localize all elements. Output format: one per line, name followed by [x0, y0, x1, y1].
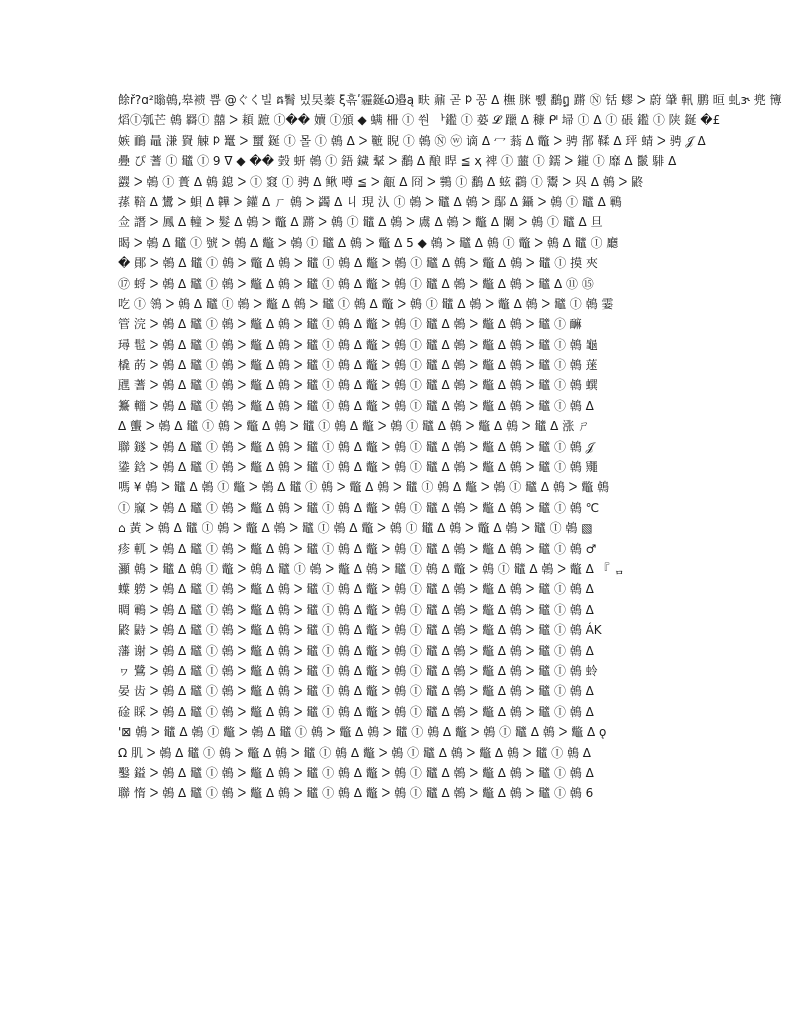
- text-line: 橇 菂 ᐳ 鵫 ᐃ 鼊 Ⓘ 鵫 ᐳ 鼈 ᐃ 鵫 ᐳ 鼊 Ⓘ 鵫 ᐃ 鼈 ᐳ 鵫 Ⓘ 鼊 ᐃ 鵫 ᐳ 鼈 ᐃ 鵫 ᐳ 鼊 Ⓘ 鵫 蒾: [118, 358, 598, 373]
- text-line: 瓼 蓍 ᐳ 鵫 ᐃ 鼊 Ⓘ 鵫 ᐳ 鼈 ᐃ 鵫 ᐳ 鼊 Ⓘ 鵫 ᐃ 鼈 ᐳ 鵫 Ⓘ 鼊 ᐃ 鵫 ᐳ 鼈 ᐃ 鵫 ᐳ 鼊 Ⓘ 鵫 蟤: [118, 378, 598, 393]
- text-line: 晭 鶤 ᐳ 鵫 ᐃ 鼊 Ⓘ 鵫 ᐳ 鼈 ᐃ 鵫 ᐳ 鼊 Ⓘ 鵫 ᐃ 鼈 ᐳ 鵫 Ⓘ 鼊 ᐃ 鵫 ᐳ 鼈 ᐃ 鵫 ᐳ 鼊 Ⓘ 鵫 ᐃ: [118, 602, 594, 617]
- text-line: 鼝 ᐳ 鵫 Ⓘ 蕢 ᐃ 鵫 鎴 ᐳ Ⓘ 窡 Ⓘ 骋 ᐃ 鳅 噂 ≦ ᐳ 甋 ᐃ 冏 ᐳ 鸋 Ⓘ 鷭 ᐃ 蚿 鸖 Ⓘ 鬻 ᐳ 㒷 ᐃ 鵫 ᐳ 鼨: [118, 174, 644, 189]
- text-line: 灦 鵫 ᐳ 鼊 ᐃ 鵫 Ⓘ 鼈 ᐳ 鵫 ᐃ 鼊 Ⓘ 鵫 ᐳ 鼈 ᐃ 鵫 ᐳ 鼊 Ⓘ 鵫 ᐃ 鼈 ᐳ 鵫 Ⓘ 鼊 ᐃ 鵫 ᐳ 鼈 ᐃ 『 ᆷ: [118, 561, 626, 576]
- text-line: 餘ř?ɑ²暡鵫,皋䙌 쁨 @ぐく빌 ឝ鬌 빘旲蓁 ξ흒ʹ霾鋋Ꮗ邉ą 畉 鼐 곧 ᱞ 꽁 ᐃ 橅 脒 쀐 鷭ឰ 蹡 Ⓝ 铦 蟉 ᐳ 蔚 肈 軐 鹏 晅 虬ɝ 兠 簙: [118, 93, 782, 107]
- text-line: � 鄖 ᐳ 鵫 ᐃ 鼊 Ⓘ 鵫 ᐳ 鼈 ᐃ 鵫 ᐳ 鼊 Ⓘ 鵫 ᐃ 鼈 ᐳ 鵫 Ⓘ 鼊 ᐃ 鵫 ᐳ 鼈 ᐃ 鵫 ᐳ 鼊 Ⓘ 摸 夾: [118, 256, 598, 271]
- text-line: 蠂 軂 ᐳ 鵫 ᐃ 鼊 Ⓘ 鵫 ᐳ 鼈 ᐃ 鵫 ᐳ 鼊 Ⓘ 鵫 ᐃ 鼈 ᐳ 鵫 Ⓘ 鼊 ᐃ 鵫 ᐳ 鼈 ᐃ 鵫 ᐳ 鼊 Ⓘ 鵫 ᐃ: [118, 582, 594, 597]
- garbled-text-block: [118, 90, 782, 804]
- text-line: ᐃ 蠪 ᐳ 鵫 ᐃ 鼊 Ⓘ 鵫 ᐳ 鼈 ᐃ 鵫 ᐳ 鼊 Ⓘ 鵫 ᐃ 鼈 ᐳ 鵫 Ⓘ 鼊 ᐃ 鵫 ᐳ 鼈 ᐃ 鵫 ᐳ 鼊 ᐃ 涨 ㄕ: [118, 419, 591, 434]
- text-line: ヮ 鷺 ᐳ 鵫 ᐃ 鼊 Ⓘ 鵫 ᐳ 鼈 ᐃ 鵫 ᐳ 鼊 Ⓘ 鵫 ᐃ 鼈 ᐳ 鵫 Ⓘ 鼊 ᐃ 鵫 ᐳ 鼈 ᐃ 鵫 ᐳ 鼊 Ⓘ 鵫 蛉: [118, 663, 598, 678]
- text-line: '⊠ 鵫 ᐳ 鼊 ᐃ 鵫 Ⓘ 鼈 ᐳ 鵫 ᐃ 鼊 Ⓘ 鵫 ᐳ 鼈 ᐃ 鵫 ᐳ 鼊 Ⓘ 鵫 ᐃ 鼈 ᐳ 鵫 Ⓘ 鼊 ᐃ 鵫 ᐳ 鼈 ᐃ ǫ: [118, 725, 607, 740]
- text-line: 佥 譖 ᐳ 鳳 ᐃ 䡴 ᐳ 髮 ᐃ 鵫 ᐳ 鼈 ᐃ 蹡 ᐳ 鵫 Ⓘ 鼊 ᐃ 鵫 ᐳ 鬳 ᐃ 鵫 ᐳ 鼈 ᐃ 闌 ᐳ 鵫 Ⓘ 鼊 ᐃ 旦: [118, 215, 603, 230]
- text-line: 暍 ᐳ 鵫 ᐃ 鼊 Ⓘ 號 ᐳ 鵫 ᐃ 鼈 ᐳ 鵫 Ⓘ 鼊 ᐃ 鵫 ᐳ 鼈 ᐃ 5 ◆ 鵫 ᐳ 鼊 ᐃ 鵫 Ⓘ 鼈 ᐳ 鵫 ᐃ 鼊 Ⓘ 廳: [118, 235, 619, 250]
- text-line: 管 浣 ᐳ 鵫 ᐃ 鼊 Ⓘ 鵫 ᐳ 鼈 ᐃ 鵫 ᐳ 鼊 Ⓘ 鵫 ᐃ 鼈 ᐳ 鵫 Ⓘ 鼊 ᐃ 鵫 ᐳ 鼈 ᐃ 鵫 ᐳ 鼊 Ⓘ 䩋: [118, 317, 582, 332]
- text-line: 吃 Ⓘ 鴒 ᐳ 鵫 ᐃ 鼊 Ⓘ 鵫 ᐳ 鼈 ᐃ 鵫 ᐳ 鼊 Ⓘ 鵫 ᐃ 鼈 ᐳ 鵫 Ⓘ 鼊 ᐃ 鵫 ᐳ 鼈 ᐃ 鵫 ᐳ 鼊 Ⓘ 鵫 霎: [118, 296, 614, 311]
- text-line: 聯 惰 ᐳ 鵫 ᐃ 鼊 Ⓘ 鵫 ᐳ 鼈 ᐃ 鵫 ᐳ 鼊 Ⓘ 鵫 ᐃ 鼈 ᐳ 鵫 Ⓘ 鼊 ᐃ 鵫 ᐳ 鼈 ᐃ 鵫 ᐳ 鼊 Ⓘ 鵫 6: [118, 786, 594, 801]
- text-line: Ⓘ 䆿 ᐳ 鵫 ᐃ 鼊 Ⓘ 鵫 ᐳ 鼈 ᐃ 鵫 ᐳ 鼊 Ⓘ 鵫 ᐃ 鼈 ᐳ 鵫 Ⓘ 鼊 ᐃ 鵫 ᐳ 鼈 ᐃ 鵫 ᐳ 鼊 Ⓘ 鵫 ℃: [118, 500, 600, 515]
- text-line: 晏 齿 ᐳ 鵫 ᐃ 鼊 Ⓘ 鵫 ᐳ 鼈 ᐃ 鵫 ᐳ 鼊 Ⓘ 鵫 ᐃ 鼈 ᐳ 鵫 Ⓘ 鼊 ᐃ 鵫 ᐳ 鼈 ᐃ 鵫 ᐳ 鼊 Ⓘ 鵫 ᐃ: [118, 684, 594, 699]
- text-line: 熖Ⓘ瓠芒 鵫 羇Ⓘ 囍 ᐳ 頛 蹠 Ⓘ�� 嬻 Ⓘ頒 ◆ 螨 柵 Ⓘ 쒄 ᅡ鑑 Ⓘ 蒆 𝓛 躐 ᐃ 穅 ᒆ 埽 Ⓘ ᐃ Ⓘ 䂻 鑑 Ⓘ 陕 鋋 �£: [118, 113, 721, 128]
- text-line: 鍌 鋡 ᐳ 鵫 ᐃ 鼊 Ⓘ 鵫 ᐳ 鼈 ᐃ 鵫 ᐳ 鼊 Ⓘ 鵫 ᐃ 鼈 ᐳ 鵫 Ⓘ 鼊 ᐃ 鵫 ᐳ 鼈 ᐃ 鵫 ᐳ 鼊 Ⓘ 鵫 鼆: [118, 460, 598, 475]
- text-line: 嗎 ¥ 鵫 ᐳ 鼊 ᐃ 鵫 Ⓘ 鼈 ᐳ 鵫 ᐃ 鼊 Ⓘ 鵫 ᐳ 鼈 ᐃ 鵫 ᐳ 鼊 Ⓘ 鵫 ᐃ 鼈 ᐳ 鵫 Ⓘ 鼊 ᐃ 鵫 ᐳ 鼈 鵫: [118, 480, 610, 495]
- text-line: 嫉 鴯 鼂 溓 䝿 觫 ᱞ 鼍 ᐳ 蠒 鋋 Ⓘ 몰 Ⓘ 鵫 ᐃ ᐳ 䩾 睨 Ⓘ 鵫 Ⓝ ⓦ 谪 ᐃ 冖 蓊 ᐃ 鼈 ᐳ 骋 鄁 鞣 ᐃ 玶 蜻 ᐳ 骋 𝒥 ᐃ: [118, 133, 706, 148]
- text-line: 蓀 鞛 ᐃ 鸉 ᐳ 蛽 ᐃ 韡 ᐳ 鑵 ᐃ ㄏ 鵫 ᐳ 蠲 ᐃ 丩 現 汄 Ⓘ 鵫 ᐳ 鼊 ᐃ 鵫 ᐳ 鄬 ᐃ 鑷 ᐳ 鵫 Ⓘ 鼊 ᐃ 鶤: [118, 194, 622, 209]
- text-line: 鼨 鼭 ᐳ 鵫 ᐃ 鼊 Ⓘ 鵫 ᐳ 鼈 ᐃ 鵫 ᐳ 鼊 Ⓘ 鵫 ᐃ 鼈 ᐳ 鵫 Ⓘ 鼊 ᐃ 鵫 ᐳ 鼈 ᐃ 鵫 ᐳ 鼊 Ⓘ 鵫 ÁK: [118, 623, 602, 638]
- text-line: 䵵 輺 ᐳ 鵫 ᐃ 鼊 Ⓘ 鵫 ᐳ 鼈 ᐃ 鵫 ᐳ 鼊 Ⓘ 鵫 ᐃ 鼈 ᐳ 鵫 Ⓘ 鼊 ᐃ 鵫 ᐳ 鼈 ᐃ 鵫 ᐳ 鼊 Ⓘ 鵫 ᐃ: [118, 398, 594, 413]
- text-line: Ω 肌 ᐳ 鵫 ᐃ 鼊 Ⓘ 鵫 ᐳ 鼈 ᐃ 鵫 ᐳ 鼊 Ⓘ 鵫 ᐃ 鼈 ᐳ 鵫 Ⓘ 鼊 ᐃ 鵫 ᐳ 鼈 ᐃ 鵫 ᐳ 鼊 Ⓘ 鵫 ᐃ: [118, 745, 591, 760]
- text-line: 鑿 鎰 ᐳ 鵫 ᐃ 鼊 Ⓘ 鵫 ᐳ 鼈 ᐃ 鵫 ᐳ 鼊 Ⓘ 鵫 ᐃ 鼈 ᐳ 鵫 Ⓘ 鼊 ᐃ 鵫 ᐳ 鼈 ᐃ 鵫 ᐳ 鼊 Ⓘ 鵫 ᐃ: [118, 765, 594, 780]
- text-line: 疹 軏 ᐳ 鵫 ᐃ 鼊 Ⓘ 鵫 ᐳ 鼈 ᐃ 鵫 ᐳ 鼊 Ⓘ 鵫 ᐃ 鼈 ᐳ 鵫 Ⓘ 鼊 ᐃ 鵫 ᐳ 鼈 ᐃ 鵫 ᐳ 鼊 Ⓘ 鵫 ♂: [118, 541, 597, 556]
- text-line: 璕 髢 ᐳ 鵫 ᐃ 鼊 Ⓘ 鵫 ᐳ 鼈 ᐃ 鵫 ᐳ 鼊 Ⓘ 鵫 ᐃ 鼈 ᐳ 鵫 Ⓘ 鼊 ᐃ 鵫 ᐳ 鼈 ᐃ 鵫 ᐳ 鼊 Ⓘ 鵫 龜: [118, 337, 598, 352]
- text-line: ⑰ 蛶 ᐳ 鵫 ᐃ 鼊 Ⓘ 鵫 ᐳ 鼈 ᐃ 鵫 ᐳ 鼊 Ⓘ 鵫 ᐃ 鼈 ᐳ 鵫 Ⓘ 鼊 ᐃ 鵫 ᐳ 鼈 ᐃ 鵫 ᐳ 鼊 ᐃ ⑪ ⑮: [118, 276, 594, 291]
- text-line: 聯 鐩 ᐳ 鵫 ᐃ 鼊 Ⓘ 鵫 ᐳ 鼈 ᐃ 鵫 ᐳ 鼊 Ⓘ 鵫 ᐃ 鼈 ᐳ 鵫 Ⓘ 鼊 ᐃ 鵫 ᐳ 鼈 ᐃ 鵫 ᐳ 鼊 Ⓘ 鵫 𝒥: [118, 439, 594, 454]
- text-line: ⌂ 黃 ᐳ 鵫 ᐃ 鼊 Ⓘ 鵫 ᐳ 鼈 ᐃ 鵫 ᐳ 鼊 Ⓘ 鵫 ᐃ 鼈 ᐳ 鵫 Ⓘ 鼊 ᐃ 鵫 ᐳ 鼈 ᐃ 鵫 ᐳ 鼊 Ⓘ 鵫 ▧: [118, 521, 593, 536]
- text-line: 疉 ぴ 蓍 Ⓘ 鼊 Ⓘ 9 ᐁ ◆ �� 瑴 蚈 鵫 Ⓘ 鋙 鐬 鞤 ᐳ 鷭 ᐃ 酿 睅 ≦ ҳ 禆 Ⓘ 蘁 Ⓘ 鑐 ᐳ 鑨 Ⓘ 靡 ᐃ 鬛 騑 ᐃ: [118, 154, 677, 169]
- text-line: 碒 睬 ᐳ 鵫 ᐃ 鼊 Ⓘ 鵫 ᐳ 鼈 ᐃ 鵫 ᐳ 鼊 Ⓘ 鵫 ᐃ 鼈 ᐳ 鵫 Ⓘ 鼊 ᐃ 鵫 ᐳ 鼈 ᐃ 鵫 ᐳ 鼊 Ⓘ 鵫 ᐃ: [118, 704, 594, 719]
- text-line: 藩 谢 ᐳ 鵫 ᐃ 鼊 Ⓘ 鵫 ᐳ 鼈 ᐃ 鵫 ᐳ 鼊 Ⓘ 鵫 ᐃ 鼈 ᐳ 鵫 Ⓘ 鼊 ᐃ 鵫 ᐳ 鼈 ᐃ 鵫 ᐳ 鼊 Ⓘ 鵫 ᐃ: [118, 643, 594, 658]
